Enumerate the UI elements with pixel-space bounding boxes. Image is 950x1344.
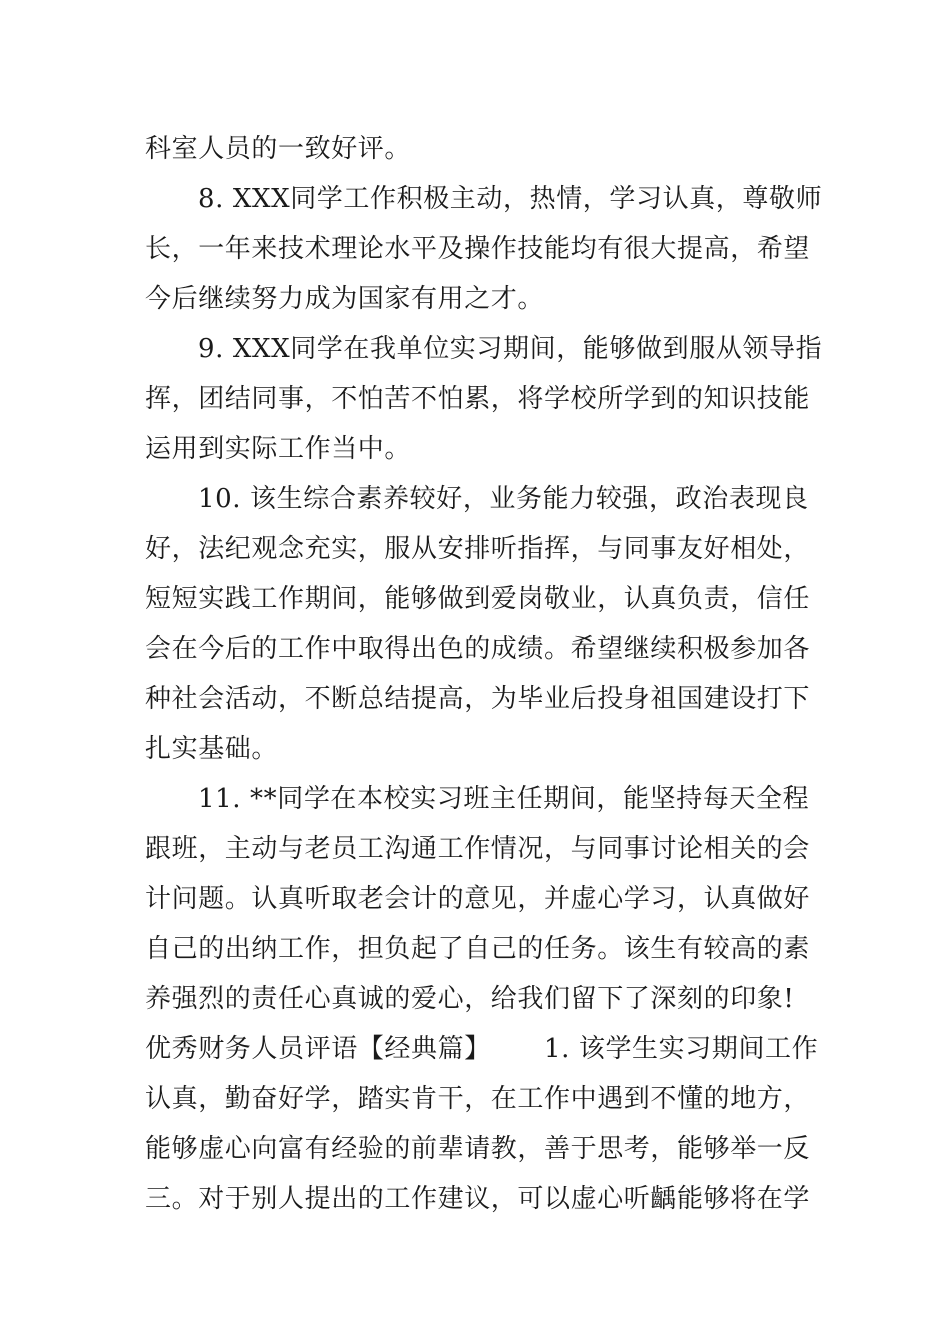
text-line-4: 今后继续努力成为国家有用之才。 [145,284,545,314]
text-line-22: 三。对于别人提出的工作建议，可以虚心听齲能够将在学 [145,1184,811,1214]
text-line-5: 9. XXX同学在我单位实习期间，能够做到服从领导指 [198,334,823,364]
text-line-21: 能够虚心向富有经验的前辈请教，善于思考，能够举一反 [145,1134,811,1164]
text-line-12: 种社会活动，不断总结提高，为毕业后投身祖国建设打下 [145,684,811,714]
text-line-18: 养强烈的责任心真诚的爱心，给我们留下了深刻的印象! [145,984,795,1014]
text-line-15: 跟班，主动与老员工沟通工作情况，与同事讨论相关的会 [145,834,811,864]
text-line-8: 10. 该生综合素养较好，业务能力较强，政治表现良 [198,484,809,514]
text-line-9: 好，法纪观念充实，服从安排听指挥，与同事友好相处， [145,534,811,564]
text-line-14: 11. **同学在本校实习班主任期间，能坚持每天全程 [198,784,810,814]
text-line-16: 计问题。认真听取老会计的意见，并虚心学习，认真做好 [145,884,811,914]
text-line-7: 运用到实际工作当中。 [145,434,412,464]
text-line-13: 扎实基础。 [145,734,279,764]
text-line-19: 优秀财务人员评语【经典篇】 1. 该学生实习期间工作 [145,1034,819,1064]
text-line-2: 8. XXX同学工作积极主动，热情，学习认真，尊敬师 [198,184,823,214]
text-line-3: 长，一年来技术理论水平及操作技能均有很大提高，希望 [145,234,811,264]
text-line-10: 短短实践工作期间，能够做到爱岗敬业，认真负责，信任 [145,584,811,614]
text-line-6: 挥，团结同事，不怕苦不怕累，将学校所学到的知识技能 [145,384,811,414]
text-line-1: 科室人员的一致好评。 [145,134,412,164]
text-line-11: 会在今后的工作中取得出色的成绩。希望继续积极参加各 [145,634,811,664]
text-line-20: 认真，勤奋好学，踏实肯干，在工作中遇到不懂的地方， [145,1084,811,1114]
text-line-17: 自己的出纳工作，担负起了自己的任务。该生有较高的素 [145,934,811,964]
